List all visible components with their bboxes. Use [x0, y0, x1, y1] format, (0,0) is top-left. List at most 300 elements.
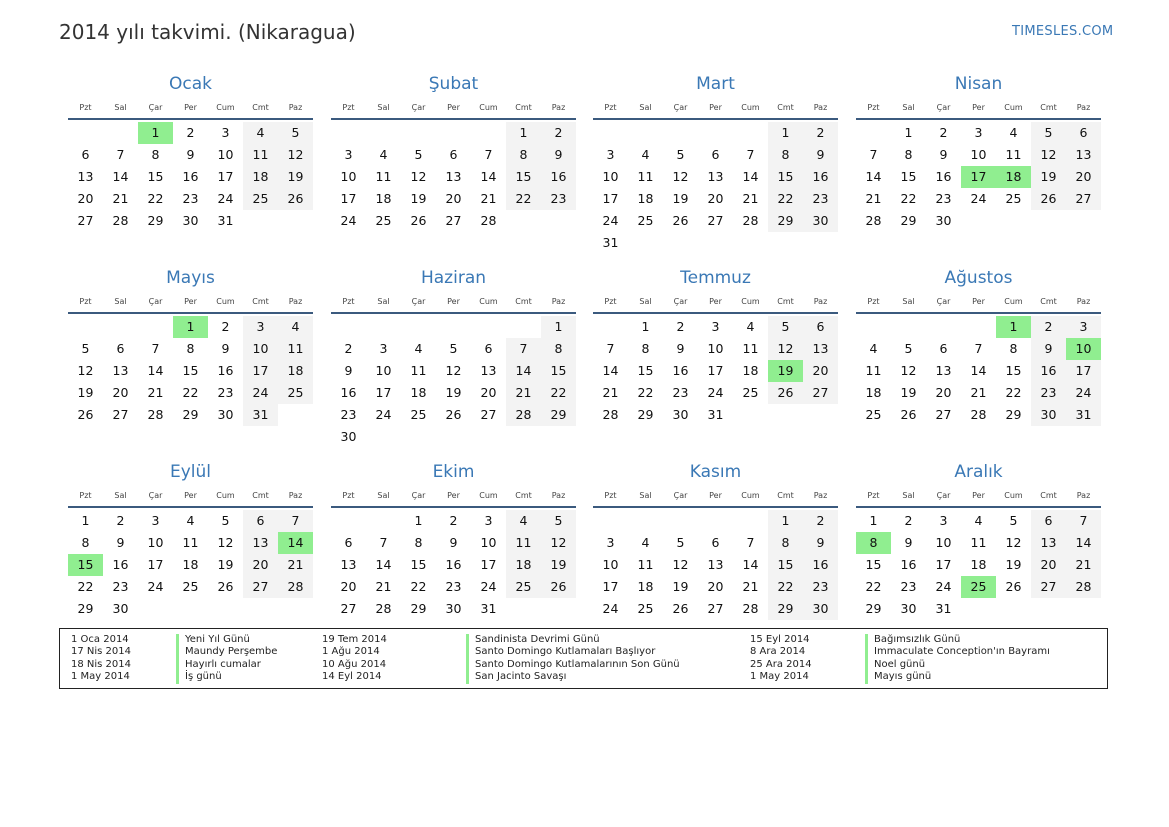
day-cell: 11	[182, 535, 199, 550]
day-cell: 9	[116, 535, 125, 550]
weekday-label: Çar	[411, 491, 426, 500]
day-cell: 17	[340, 191, 357, 206]
empty-cell	[401, 316, 436, 338]
day-cell: 8	[768, 532, 803, 554]
legend-date: 10 Ağu 2014	[322, 658, 387, 670]
day-cell: 29	[147, 213, 164, 228]
day-cell: 6	[939, 341, 948, 356]
empty-cell	[628, 510, 663, 532]
holiday-day-cell: 10	[1066, 338, 1101, 360]
day-cell: 6	[81, 147, 90, 162]
day-cell: 28	[375, 601, 392, 616]
weekday-label: Cum	[1004, 297, 1023, 306]
month-name: Eylül	[169, 462, 212, 482]
day-cell: 7	[151, 341, 160, 356]
weekday-label: Sal	[377, 491, 390, 500]
day-cell: 11	[970, 535, 987, 550]
day-cell: 4	[186, 513, 195, 528]
day-cell: 16	[112, 557, 129, 572]
weekday-header	[331, 292, 576, 314]
day-cell: 21	[742, 191, 759, 206]
weekday-label: Çar	[148, 297, 163, 306]
day-cell: 3	[221, 125, 230, 140]
site-logo-link[interactable]: TIMESLES.COM	[1012, 24, 1114, 39]
weekday-label: Pzt	[867, 491, 880, 500]
day-cell: 19	[278, 166, 313, 188]
empty-cell	[698, 510, 733, 532]
day-cell: 26	[410, 213, 427, 228]
month-name: Nisan	[954, 74, 1003, 94]
day-cell: 18	[182, 557, 199, 572]
day-cell: 29	[410, 601, 427, 616]
day-cell: 7	[506, 338, 541, 360]
empty-cell	[471, 122, 506, 144]
day-cell: 27	[1031, 576, 1066, 598]
day-cell: 15	[768, 166, 803, 188]
day-cell: 13	[112, 363, 129, 378]
weekday-label: Sal	[114, 297, 127, 306]
empty-cell	[733, 510, 768, 532]
empty-cell	[733, 122, 768, 144]
empty-cell	[366, 316, 401, 338]
day-cell: 27	[445, 213, 462, 228]
day-cell: 23	[1031, 382, 1066, 404]
day-cell: 18	[243, 166, 278, 188]
day-cell: 18	[410, 385, 427, 400]
legend-date: 18 Nis 2014	[71, 658, 131, 670]
day-cell: 28	[970, 407, 987, 422]
day-cell: 19	[217, 557, 234, 572]
day-cell: 5	[414, 147, 423, 162]
weekday-header	[331, 486, 576, 508]
day-cell: 16	[217, 363, 234, 378]
month-name: Kasım	[689, 462, 742, 482]
day-cell: 3	[151, 513, 160, 528]
day-cell: 3	[243, 316, 278, 338]
month-name: Haziran	[420, 268, 487, 288]
day-cell: 9	[541, 144, 576, 166]
day-cell: 20	[340, 579, 357, 594]
legend-holiday-name: Bağımsızlık Günü	[865, 634, 1050, 646]
day-cell: 13	[935, 363, 952, 378]
day-cell: 30	[182, 213, 199, 228]
day-cell: 16	[935, 169, 952, 184]
day-cell: 4	[1009, 125, 1018, 140]
weekday-label: Paz	[1076, 297, 1091, 306]
day-cell: 26	[1005, 579, 1022, 594]
day-cell: 20	[480, 385, 497, 400]
day-cell: 20	[935, 385, 952, 400]
day-cell: 12	[410, 169, 427, 184]
day-cell: 8	[414, 535, 423, 550]
weekday-label: Cum	[1004, 103, 1023, 112]
day-cell: 26	[77, 407, 94, 422]
day-cell: 10	[375, 363, 392, 378]
day-cell: 24	[970, 191, 987, 206]
empty-cell	[331, 510, 366, 532]
day-cell: 29	[865, 601, 882, 616]
empty-cell	[436, 122, 471, 144]
day-cell: 19	[1005, 557, 1022, 572]
day-cell: 15	[900, 169, 917, 184]
weekday-label: Paz	[288, 103, 303, 112]
day-cell: 14	[147, 363, 164, 378]
weekday-label: Sal	[902, 491, 915, 500]
weekday-label: Pzt	[604, 297, 617, 306]
empty-cell	[401, 122, 436, 144]
holiday-legend	[59, 628, 1108, 689]
day-cell: 22	[147, 191, 164, 206]
day-cell: 2	[221, 319, 230, 334]
empty-cell	[961, 316, 996, 338]
empty-cell	[331, 316, 366, 338]
day-cell: 21	[278, 554, 313, 576]
legend-names-col-1	[176, 634, 277, 684]
month-block	[856, 461, 1101, 620]
weekday-label: Per	[972, 491, 985, 500]
day-cell: 1	[541, 316, 576, 338]
day-cell: 11	[637, 169, 654, 184]
day-cell: 9	[904, 535, 913, 550]
day-cell: 30	[340, 429, 357, 444]
day-cell: 13	[340, 557, 357, 572]
day-cell: 18	[278, 360, 313, 382]
weekday-label: Çar	[936, 297, 951, 306]
day-cell: 10	[243, 338, 278, 360]
weekday-label: Sal	[902, 103, 915, 112]
weekday-label: Per	[184, 297, 197, 306]
weekday-label: Pzt	[342, 103, 355, 112]
day-cell: 6	[243, 510, 278, 532]
day-cell: 18	[506, 554, 541, 576]
empty-cell	[366, 122, 401, 144]
day-cell: 22	[900, 191, 917, 206]
day-cell: 2	[676, 319, 685, 334]
day-cell: 2	[449, 513, 458, 528]
day-cell: 13	[707, 557, 724, 572]
day-cell: 15	[506, 166, 541, 188]
day-cell: 24	[375, 407, 392, 422]
day-cell: 28	[506, 404, 541, 426]
day-cell: 18	[970, 557, 987, 572]
day-cell: 22	[410, 579, 427, 594]
day-cell: 24	[935, 579, 952, 594]
weekday-label: Sal	[114, 103, 127, 112]
empty-cell	[366, 510, 401, 532]
day-cell: 31	[217, 213, 234, 228]
weekday-label: Per	[447, 103, 460, 112]
day-grid	[68, 122, 313, 232]
weekday-label: Cum	[741, 103, 760, 112]
day-grid	[593, 122, 838, 254]
day-cell: 30	[1031, 404, 1066, 426]
empty-cell	[891, 316, 926, 338]
day-cell: 30	[803, 210, 838, 232]
weekday-label: Cum	[479, 491, 498, 500]
day-cell: 16	[672, 363, 689, 378]
day-cell: 29	[637, 407, 654, 422]
day-cell: 26	[217, 579, 234, 594]
day-cell: 20	[112, 385, 129, 400]
day-cell: 17	[480, 557, 497, 572]
month-block	[331, 73, 576, 232]
legend-holiday-name: San Jacinto Savaşı	[466, 671, 680, 683]
legend-holiday-name: Maundy Perşembe	[176, 646, 277, 658]
month-block	[331, 267, 576, 448]
weekday-label: Per	[709, 491, 722, 500]
day-cell: 16	[182, 169, 199, 184]
legend-date: 25 Ara 2014	[750, 658, 812, 670]
weekday-label: Paz	[288, 491, 303, 500]
day-cell: 29	[768, 210, 803, 232]
day-cell: 1	[506, 122, 541, 144]
weekday-label: Çar	[673, 491, 688, 500]
day-cell: 13	[1066, 144, 1101, 166]
day-cell: 20	[707, 191, 724, 206]
weekday-header	[68, 292, 313, 314]
day-cell: 15	[865, 557, 882, 572]
holiday-day-cell: 1	[138, 122, 173, 144]
month-name: Temmuz	[680, 268, 751, 288]
day-cell: 2	[116, 513, 125, 528]
day-cell: 7	[746, 535, 755, 550]
day-cell: 10	[602, 557, 619, 572]
day-cell: 19	[672, 579, 689, 594]
day-cell: 14	[602, 363, 619, 378]
day-cell: 9	[803, 532, 838, 554]
weekday-label: Per	[447, 297, 460, 306]
day-grid	[856, 316, 1101, 426]
day-cell: 11	[410, 363, 427, 378]
day-cell: 15	[541, 360, 576, 382]
day-cell: 25	[637, 213, 654, 228]
day-cell: 23	[803, 188, 838, 210]
month-block	[68, 73, 313, 232]
holiday-day-cell: 19	[768, 360, 803, 382]
day-cell: 29	[1005, 407, 1022, 422]
day-cell: 27	[112, 407, 129, 422]
day-cell: 8	[1009, 341, 1018, 356]
day-cell: 21	[865, 191, 882, 206]
day-cell: 21	[970, 385, 987, 400]
day-cell: 13	[445, 169, 462, 184]
day-cell: 13	[707, 169, 724, 184]
day-cell: 30	[935, 213, 952, 228]
day-cell: 16	[541, 166, 576, 188]
weekday-label: Sal	[377, 103, 390, 112]
day-grid	[331, 510, 576, 620]
day-cell: 12	[217, 535, 234, 550]
day-cell: 8	[904, 147, 913, 162]
day-cell: 26	[278, 188, 313, 210]
legend-holiday-name: Noel günü	[865, 659, 1050, 671]
empty-cell	[593, 316, 628, 338]
holiday-day-cell: 25	[961, 576, 996, 598]
month-name: Şubat	[428, 74, 479, 94]
day-cell: 1	[641, 319, 650, 334]
weekday-label: Cmt	[252, 297, 269, 306]
day-cell: 18	[637, 579, 654, 594]
day-cell: 14	[970, 363, 987, 378]
day-cell: 25	[410, 407, 427, 422]
empty-cell	[593, 122, 628, 144]
weekday-label: Pzt	[604, 103, 617, 112]
weekday-label: Pzt	[79, 103, 92, 112]
weekday-label: Cmt	[515, 297, 532, 306]
holiday-day-cell: 1	[173, 316, 208, 338]
day-cell: 5	[81, 341, 90, 356]
weekday-label: Çar	[148, 103, 163, 112]
day-cell: 27	[77, 213, 94, 228]
day-cell: 7	[116, 147, 125, 162]
month-name: Mart	[696, 74, 735, 94]
day-cell: 12	[768, 338, 803, 360]
day-cell: 8	[81, 535, 90, 550]
day-cell: 21	[375, 579, 392, 594]
day-cell: 26	[672, 213, 689, 228]
day-cell: 11	[1005, 147, 1022, 162]
day-cell: 1	[414, 513, 423, 528]
day-cell: 7	[974, 341, 983, 356]
day-cell: 12	[1005, 535, 1022, 550]
empty-cell	[593, 510, 628, 532]
day-cell: 2	[344, 341, 353, 356]
weekday-label: Cum	[216, 491, 235, 500]
day-cell: 23	[541, 188, 576, 210]
day-cell: 3	[606, 535, 615, 550]
day-cell: 6	[711, 147, 720, 162]
month-block	[331, 461, 576, 620]
weekday-header	[593, 98, 838, 120]
day-cell: 2	[904, 513, 913, 528]
weekday-label: Cmt	[1040, 491, 1057, 500]
day-cell: 11	[506, 532, 541, 554]
day-cell: 2	[803, 510, 838, 532]
weekday-label: Paz	[551, 297, 566, 306]
day-cell: 11	[865, 363, 882, 378]
day-cell: 5	[1031, 122, 1066, 144]
day-cell: 13	[77, 169, 94, 184]
legend-date: 17 Nis 2014	[71, 646, 131, 658]
weekday-label: Pzt	[867, 297, 880, 306]
day-cell: 7	[606, 341, 615, 356]
day-cell: 21	[480, 191, 497, 206]
holiday-day-cell: 17	[961, 166, 996, 188]
day-cell: 11	[375, 169, 392, 184]
day-cell: 30	[112, 601, 129, 616]
empty-cell	[506, 316, 541, 338]
day-cell: 15	[182, 363, 199, 378]
day-cell: 19	[77, 385, 94, 400]
legend-dates-col-2	[322, 634, 387, 684]
day-cell: 2	[186, 125, 195, 140]
weekday-label: Cum	[1004, 491, 1023, 500]
day-cell: 18	[742, 363, 759, 378]
day-cell: 3	[606, 147, 615, 162]
weekday-label: Çar	[936, 491, 951, 500]
day-cell: 10	[480, 535, 497, 550]
day-cell: 10	[970, 147, 987, 162]
empty-cell	[856, 122, 891, 144]
day-cell: 3	[484, 513, 493, 528]
holiday-day-cell: 8	[856, 532, 891, 554]
day-cell: 29	[768, 598, 803, 620]
day-cell: 14	[742, 169, 759, 184]
weekday-label: Çar	[936, 103, 951, 112]
day-cell: 9	[803, 144, 838, 166]
weekday-header	[68, 98, 313, 120]
weekday-label: Çar	[673, 297, 688, 306]
legend-date: 1 Oca 2014	[71, 634, 129, 645]
day-cell: 18	[865, 385, 882, 400]
day-cell: 17	[602, 579, 619, 594]
day-cell: 11	[742, 341, 759, 356]
day-cell: 28	[865, 213, 882, 228]
day-cell: 8	[768, 144, 803, 166]
weekday-header	[856, 98, 1101, 120]
day-cell: 10	[707, 341, 724, 356]
day-cell: 26	[900, 407, 917, 422]
weekday-label: Sal	[639, 297, 652, 306]
weekday-label: Per	[709, 297, 722, 306]
empty-cell	[856, 316, 891, 338]
day-cell: 27	[480, 407, 497, 422]
day-cell: 6	[449, 147, 458, 162]
day-cell: 8	[151, 147, 160, 162]
day-cell: 24	[1066, 382, 1101, 404]
day-cell: 23	[803, 576, 838, 598]
day-cell: 28	[480, 213, 497, 228]
weekday-label: Paz	[813, 491, 828, 500]
day-cell: 29	[900, 213, 917, 228]
weekday-label: Çar	[673, 103, 688, 112]
day-cell: 26	[1031, 188, 1066, 210]
day-cell: 14	[375, 557, 392, 572]
day-cell: 20	[77, 191, 94, 206]
day-cell: 9	[344, 363, 353, 378]
weekday-header	[593, 292, 838, 314]
weekday-label: Per	[184, 491, 197, 500]
day-cell: 27	[1066, 188, 1101, 210]
weekday-label: Cmt	[777, 103, 794, 112]
weekday-label: Cmt	[777, 297, 794, 306]
day-cell: 15	[410, 557, 427, 572]
day-cell: 23	[935, 191, 952, 206]
day-grid	[856, 510, 1101, 620]
legend-holiday-name: Santo Domingo Kutlamaları Başlıyor	[466, 646, 680, 658]
day-cell: 2	[1031, 316, 1066, 338]
holiday-day-cell: 1	[996, 316, 1031, 338]
day-cell: 4	[506, 510, 541, 532]
day-cell: 9	[939, 147, 948, 162]
day-cell: 28	[147, 407, 164, 422]
day-cell: 9	[1031, 338, 1066, 360]
empty-cell	[663, 122, 698, 144]
day-cell: 14	[112, 169, 129, 184]
day-cell: 27	[340, 601, 357, 616]
day-cell: 17	[147, 557, 164, 572]
day-cell: 12	[900, 363, 917, 378]
day-cell: 9	[449, 535, 458, 550]
day-cell: 20	[1031, 554, 1066, 576]
empty-cell	[436, 316, 471, 338]
day-cell: 28	[278, 576, 313, 598]
day-cell: 13	[803, 338, 838, 360]
day-cell: 16	[900, 557, 917, 572]
day-cell: 4	[641, 535, 650, 550]
day-cell: 22	[77, 579, 94, 594]
day-cell: 7	[379, 535, 388, 550]
